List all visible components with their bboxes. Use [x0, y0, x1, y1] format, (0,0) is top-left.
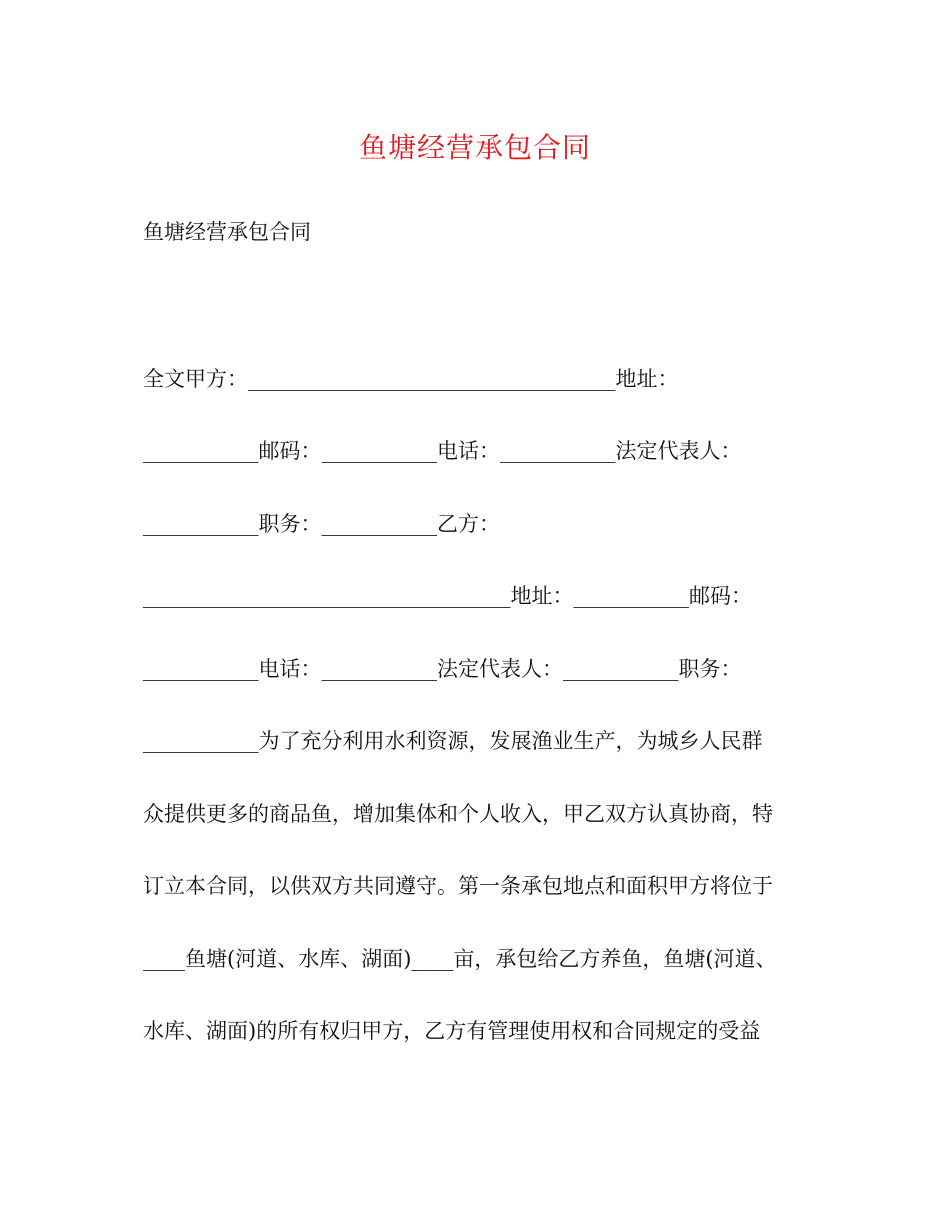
document-subtitle: 鱼塘经营承包合同: [143, 220, 311, 244]
body-line-4: ___________________________________地址：___________邮码：: [143, 584, 752, 608]
body-line-7: 众提供更多的商品鱼，增加集体和个人收入，甲乙双方认真协商，特: [143, 802, 773, 826]
body-line-2: ___________邮码：___________电话：___________法定代表人：: [143, 439, 742, 463]
body-line-5: ___________电话：___________法定代表人：___________职务：: [143, 657, 742, 681]
body-line-10: 水库、湖面)的所有权归甲方，乙方有管理使用权和合同规定的受益: [143, 1019, 761, 1043]
body-line-8: 订立本合同，以供双方共同遵守。第一条承包地点和面积甲方将位于: [143, 874, 773, 898]
body-line-1: 全文甲方：___________________________________地址：: [143, 367, 679, 391]
body-line-9: ____鱼塘(河道、水库、湖面)____亩，承包给乙方养鱼，鱼塘(河道、: [143, 947, 777, 971]
body-line-6: ___________为了充分利用水利资源，发展渔业生产，为城乡人民群: [143, 729, 763, 753]
body-line-3: ___________职务：___________乙方：: [143, 512, 500, 536]
document-title: 鱼塘经营承包合同: [358, 131, 591, 164]
